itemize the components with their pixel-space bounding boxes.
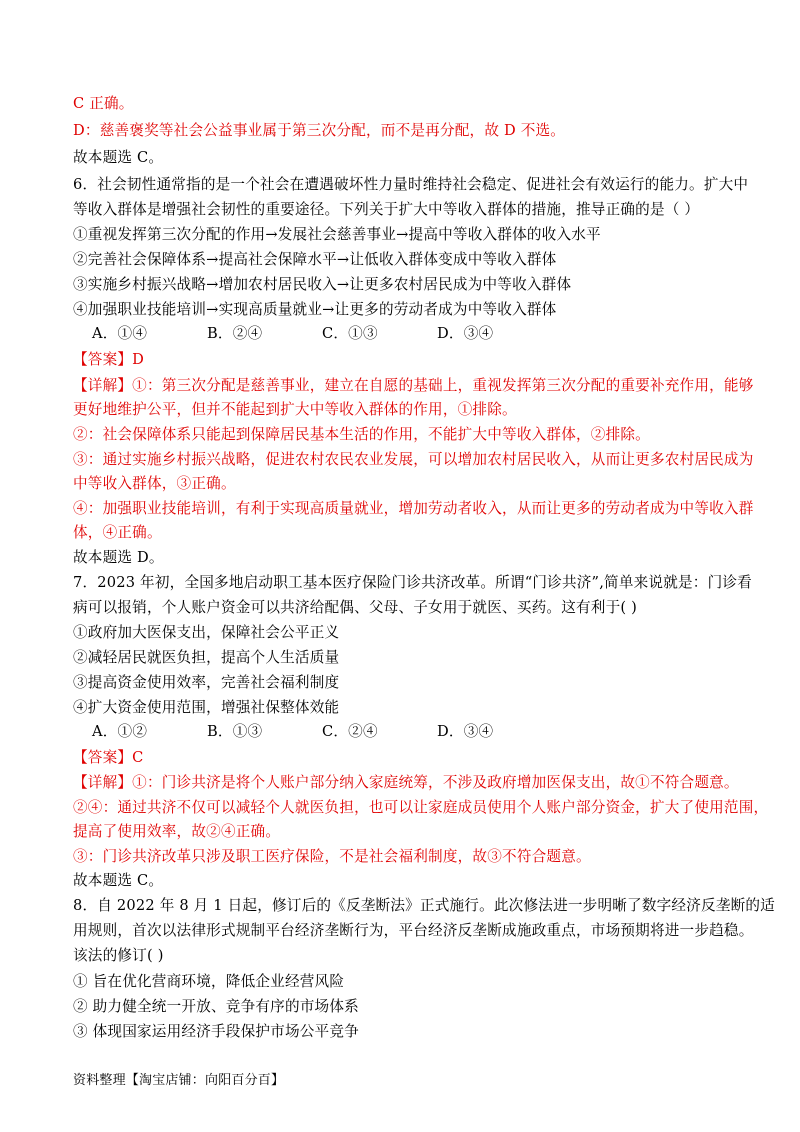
q6-stem-line: 等收入群体是增强社会韧性的重要途径。下列关于扩大中等收入群体的措施，推导正确的是（ ） — [73, 201, 700, 218]
q6-explanation-line: ④：加强职业技能培训，有利于实现高质量就业，增加劳动者收入，从而让更多的劳动者成为中等收入群 — [73, 500, 754, 517]
q7-stem-line: 病可以报销，个人账户资金可以共济给配偶、父母、子女用于就医、买药。这有利于( ) — [73, 599, 637, 616]
q8-item: ① 旨在优化营商环境，降低企业经营风险 — [73, 973, 345, 990]
q6-item: ②完善社会保障体系→提高社会保障水平→让低收入群体变成中等收入群体 — [73, 251, 557, 268]
prev-answer-line: D：慈善褒奖等社会公益事业属于第三次分配，而不是再分配，故 D 不选。 — [73, 122, 566, 139]
q8-stem-line: 用规则，首次以法律形式规制平台经济垄断行为，平台经济反垄断成施政重点，市场预期将进一步趋稳。 — [73, 922, 754, 939]
q7-options — [92, 722, 552, 742]
q7-stem-line: 7．2023 年初，全国多地启动职工基本医疗保险门诊共济改革。所谓“门诊共济”,简单来说就是：门诊看 — [73, 574, 752, 591]
q6-item: ④加强职业技能培训→实现高质量就业→让更多的劳动者成为中等收入群体 — [73, 301, 557, 318]
q7-answer: 【答案】C — [73, 749, 144, 766]
q7-option-b: B．①③ — [207, 723, 263, 740]
q7-option-a: A．①② — [92, 723, 148, 740]
q6-option-c: C．①③ — [322, 325, 378, 342]
q7-explanation-line: ③：门诊共济改革只涉及职工医疗保险，不是社会福利制度，故③不符合题意。 — [73, 848, 591, 865]
q6-stem-line: 6．社会韧性通常指的是一个社会在遭遇破坏性力量时维持社会稳定、促进社会有效运行的能力。扩大中 — [73, 176, 749, 193]
q7-item: ④扩大资金使用范围，增强社保整体效能 — [73, 699, 340, 716]
q7-explanation-line: ②④：通过共济不仅可以减轻个人就医负担，也可以让家庭成员使用个人账户部分资金，扩大了使用范围， — [73, 799, 769, 816]
q8-stem-line: 该法的修订( ) — [73, 947, 164, 964]
q7-item: ③提高资金使用效率，完善社会福利制度 — [73, 674, 340, 691]
q6-option-b: B．②④ — [207, 325, 263, 342]
q6-conclusion: 故本题选 D。 — [73, 549, 164, 566]
q8-stem-line: 8．自 2022 年 8 月 1 日起，修订后的《反垄断法》正式施行。此次修法进一步明晰了数字经济反垄断的适 — [73, 897, 775, 914]
q6-options — [92, 324, 552, 344]
page-footer: 资料整理【淘宝店铺：向阳百分百】 — [73, 1073, 285, 1088]
q6-option-a: A．①④ — [92, 325, 148, 342]
q6-answer: 【答案】D — [73, 351, 145, 368]
q7-explanation-line: 提高了使用效率，故②④正确。 — [73, 823, 281, 840]
q7-item: ②减轻居民就医负担，提高个人生活质量 — [73, 649, 340, 666]
q8-item: ② 助力健全统一开放、竞争有序的市场体系 — [73, 998, 359, 1015]
q6-item: ③实施乡村振兴战略→增加农村居民收入→让更多农村居民成为中等收入群体 — [73, 276, 572, 293]
q6-option-d: D．③④ — [437, 325, 494, 342]
q6-explanation-line: 体，④正确。 — [73, 524, 162, 541]
q6-explanation-line: 更好地维护公平，但并不能起到扩大中等收入群体的作用，①排除。 — [73, 401, 517, 418]
prev-conclusion: 故本题选 C。 — [73, 149, 164, 166]
q6-explanation-line: ②：社会保障体系只能起到保障居民基本生活的作用，不能扩大中等收入群体，②排除。 — [73, 426, 650, 443]
q7-option-d: D．③④ — [437, 723, 494, 740]
q8-item: ③ 体现国家运用经济手段保护市场公平竞争 — [73, 1023, 359, 1040]
q6-explanation-line: ③：通过实施乡村振兴战略，促进农村农民农业发展，可以增加农村居民收入，从而让更多农村居民成为 — [73, 451, 754, 468]
q7-option-c: C．②④ — [322, 723, 378, 740]
q7-item: ①政府加大医保支出，保障社会公平正义 — [73, 624, 340, 641]
q6-explanation-line: 【详解】①：第三次分配是慈善事业，建立在自愿的基础上，重视发挥第三次分配的重要补充作用，能够 — [73, 377, 754, 394]
q6-item: ①重视发挥第三次分配的作用→发展社会慈善事业→提高中等收入群体的收入水平 — [73, 226, 601, 243]
q6-explanation-line: 中等收入群体，③正确。 — [73, 475, 236, 492]
q7-explanation-line: 【详解】①：门诊共济是将个人账户部分纳入家庭统筹，不涉及政府增加医保支出，故①不符合题意。 — [73, 774, 739, 791]
prev-answer-line: C 正确。 — [73, 95, 134, 112]
q7-conclusion: 故本题选 C。 — [73, 872, 164, 889]
